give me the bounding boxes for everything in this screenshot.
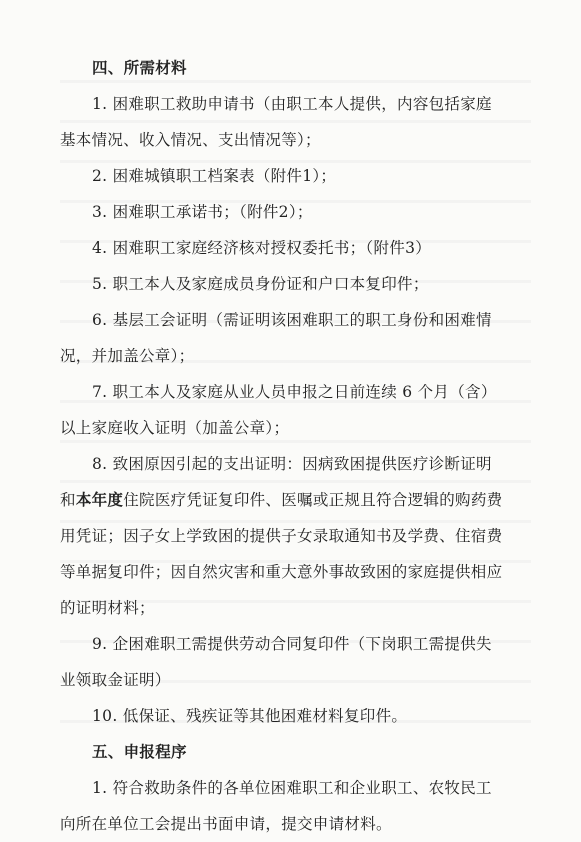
section-heading-materials: 四、所需材料 <box>92 59 187 77</box>
item-8-line-3: 用凭证；因子女上学致困的提供子女录取通知书及学费、住宿费 <box>60 527 503 545</box>
item-7-line-1: 7. 职工本人及家庭从业人员申报之日前连续 6 个月（含） <box>92 383 497 401</box>
item-8-line-4: 等单据复印件；因自然灾害和重大意外事故致困的家庭提供相应 <box>60 563 503 581</box>
item-1-line-1: 1. 困难职工救助申请书（由职工本人提供，内容包括家庭 <box>92 95 492 113</box>
item-1-line-2: 基本情况、收入情况、支出情况等）； <box>60 131 321 149</box>
item-8-text-pre: 和 <box>60 491 76 509</box>
item-3: 3. 困难职工承诺书；（附件2）； <box>92 203 313 221</box>
procedure-1-line-2: 向所在单位工会提出书面申请，提交申请材料。 <box>60 815 392 833</box>
item-9-line-2: 业领取金证明） <box>60 671 171 689</box>
item-8-text-post: 住院医疗凭证复印件、医嘱或正规且符合逻辑的购药费 <box>123 491 503 509</box>
item-2: 2. 困难城镇职工档案表（附件1）； <box>92 167 337 185</box>
item-10: 10. 低保证、残疾证等其他困难材料复印件。 <box>92 707 408 725</box>
item-5: 5. 职工本人及家庭成员身份证和户口本复印件； <box>92 275 429 293</box>
item-8-line-1: 8. 致困原因引起的支出证明：因病致困提供医疗诊断证明 <box>92 455 492 473</box>
item-6-line-1: 6. 基层工会证明（需证明该困难职工的职工身份和困难情 <box>92 311 492 329</box>
item-8-line-5: 的证明材料； <box>60 599 155 617</box>
item-6-line-2: 况，并加盖公章）； <box>60 347 195 365</box>
item-4: 4. 困难职工家庭经济核对授权委托书；（附件3） <box>92 239 432 257</box>
item-8-emphasis: 本年度 <box>75 491 124 509</box>
procedure-1-line-1: 1. 符合救助条件的各单位困难职工和企业职工、农牧民工 <box>92 779 492 797</box>
item-7-line-2: 以上家庭收入证明（加盖公章）； <box>60 419 290 437</box>
item-9-line-1: 9. 企困难职工需提供劳动合同复印件（下岗职工需提供失 <box>92 635 492 653</box>
section-heading-procedure: 五、申报程序 <box>92 743 187 761</box>
document-body <box>60 50 530 842</box>
item-8-line-2 <box>60 482 530 518</box>
